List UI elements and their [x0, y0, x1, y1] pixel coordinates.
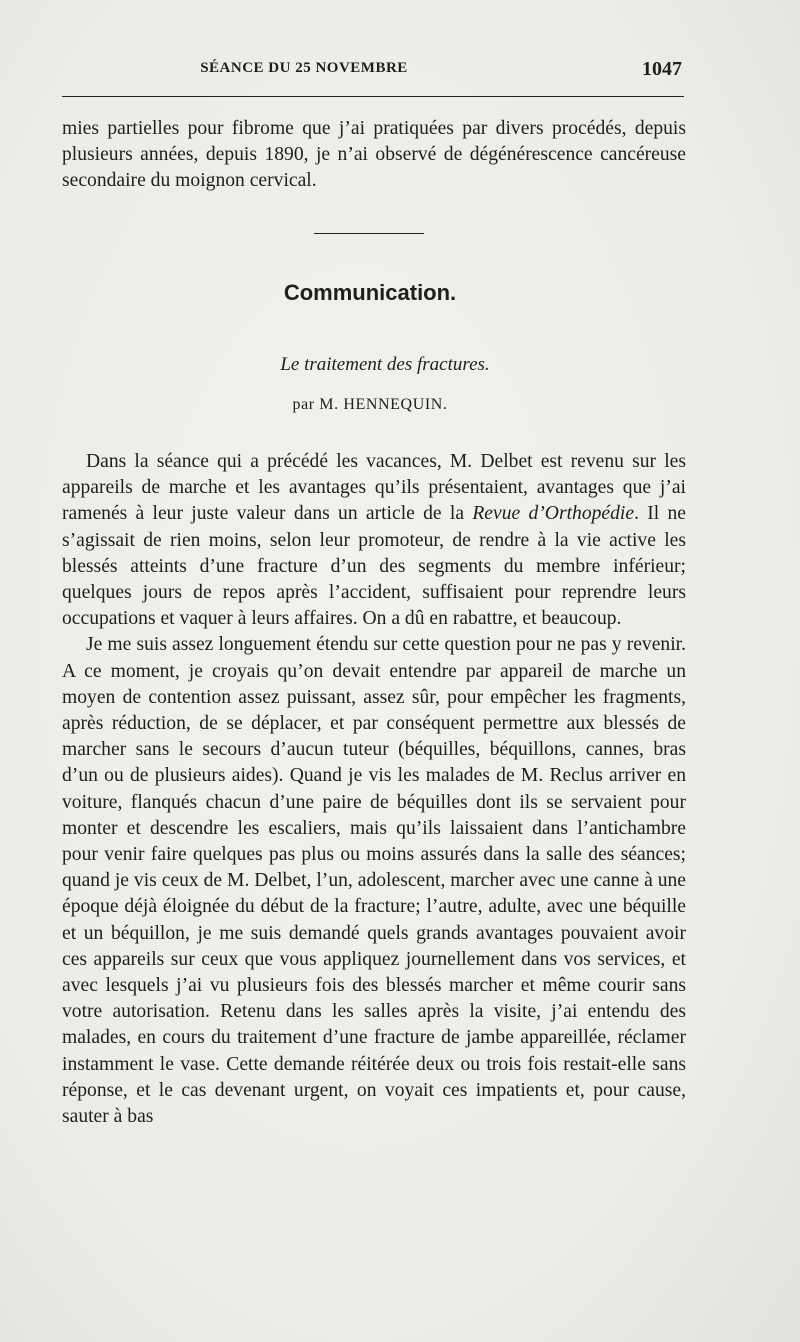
section-heading: Communication. — [283, 280, 457, 305]
article-byline: par M. HENNEQUIN. — [292, 396, 448, 413]
paragraph-1-text-b: . Il ne s’agissait de rien moins, selon leur promoteur, de rendre à la vie active les blessés atteints d’une fracture d’un des segments du membre inférieur; quelques jours de repos après l’accident, suffisaient pour reprendre leurs occupations et vaquer à leurs affaires. On a dû en rabattre, et beaucoup. — [62, 503, 686, 630]
header-rule — [62, 96, 684, 97]
section-separator-rule — [314, 233, 424, 234]
paragraph-2: Je me suis assez longuement étendu sur cette question pour ne pas y revenir. A ce moment, je croyais qu’on devait entendre par appareil de marche un moyen de contention assez puissant, assez sûr, pour empêcher les fragments, après réduction, de se déplacer, et par conséquent permettre aux blessés de marcher sans le secours d’aucun tuteur (béquilles, béquillons, cannes, bras d’un ou de plusieurs aides). Quand je vis les malades de M. Reclus arriver en voiture, flanqués chacun d’une paire de béquilles dont ils se servaient pour monter et descendre les escaliers, mais qu’ils laissaient dans l’antichambre pour venir faire quelques pas plus ou moins assurés dans la salle des séances; quand je vis ceux de M. Delbet, l’un, adolescent, marcher avec une canne à une époque déjà éloignée du début de la fracture; l’autre, adulte, avec une béquille et un béquillon, je me suis demandé quels grands avantages pouvaient avoir ces appareils sur ceux que vous appliquez journellement dans vos services, et avec lesquels j’ai vu plusieurs fois des blessés marcher et même courir sans votre autorisation. Retenu dans les salles après la visite, j’ai entendu des malades, en cours du traitement d’une fracture de jambe appareillée, réclamer instamment le vase. Cette demande réitérée deux ou trois fois restait-elle sans réponse, et le cas devenant urgent, on voyait ces impatients et, pour cause, sauter à bas — [62, 634, 686, 1128]
running-head — [62, 60, 684, 90]
article-body — [62, 449, 686, 1130]
page-number: 1047 — [642, 58, 682, 80]
paragraph-1 — [62, 449, 686, 632]
intro-paragraph-text: mies partielles pour fibrome que j’ai pratiquées par divers procédés, depuis plusieurs années, depuis 1890, je n’ai observé de dégénérescence cancéreuse secondaire du moignon cervical. — [62, 118, 686, 192]
intro-paragraph — [62, 116, 686, 195]
paragraph-1-text-a: Dans la séance qui a précédé les vacances, M. Delbet est revenu sur les appareils de marche et les avantages qu’ils présentaient, avantages que j’ai ramenés à leur juste valeur dans un article de la — [62, 451, 686, 525]
journal-reference: Revue d’Orthopédie — [472, 503, 635, 525]
running-title: SÉANCE DU 25 NOVEMBRE — [200, 60, 408, 76]
article-title: Le traitement des fractures. — [280, 354, 490, 375]
